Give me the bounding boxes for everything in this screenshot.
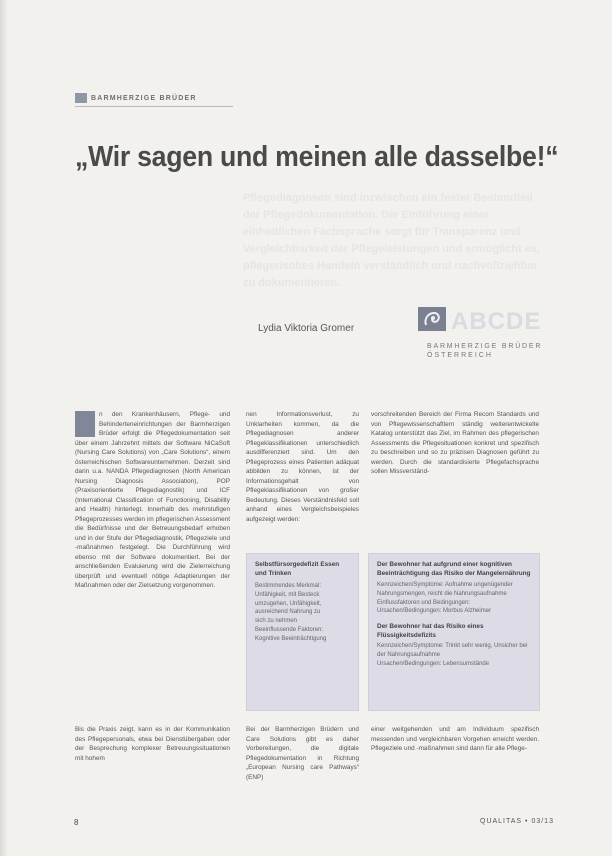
column-3: [371, 410, 539, 477]
barmherzige-brueder-logo: [418, 307, 548, 367]
page-number: 8: [74, 818, 79, 827]
column-2-text: nen Informationsverlust, zu Unklarheiten kommen, da die Pflegediagnosen anderer Pflegeklassifikationen unterschiedlich ausdifferenziert sind. Um den Pflegeprozess eines Patienten adäquat abbilden zu können, ist der Informationsgehalt von Pflegeklassifikationen von großer Bedeutung. Dieses Verständnisfeld soll anhand eines Vergleichsbeispieles aufgezeigt werden:: [246, 411, 359, 523]
box-right-title-1: Der Bewohner hat aufgrund einer kognitiven Beeinträchtigung das Risiko der Mangelernährung: [377, 561, 531, 577]
column-3-bottom-text: einer weitgehenden und am Individuum spezifisch messenden und vergleichbaren Vorgehen erreicht werden. Pflegeziele und -maßnahmen sind dann für alle Pflege-: [371, 726, 539, 752]
page-edge-shade: [0, 0, 8, 856]
nanda-diagnosis-box: [246, 553, 359, 711]
column-1: [75, 410, 230, 591]
box-left-item: umzugehen, Unfähigkeit,: [255, 600, 322, 607]
drop-cap: [75, 411, 95, 437]
column-2-bottom-text: Bei der Barmherzigen Brüdern und Care Solutions gibt es daher Vorbereitungen, die digitale Pflegedokumentation in Richtung „European Nursing care Pathways“ (ENP): [246, 726, 359, 781]
logo-name: BARMHERZIGE BRÜDER: [427, 343, 543, 350]
box-right-title-2: Der Bewohner hat das Risiko eines Flüssigkeitsdefizits: [377, 623, 484, 640]
box-left-item: Unfähigkeit, mit Besteck: [255, 591, 320, 598]
box-left-item: sich zu nehmen: [255, 618, 298, 625]
section-header: [75, 93, 197, 103]
column-1-text: n den Krankenhäusern, Pflege- und Behinderteneinrichtungen der Barmherzigen Brüder erfolgt die Pflegedokumentation seit über einem Jahrzehnt mittels der Software NiCaSoft (Nursing Care Solutions) von „Care Solutions“, einem österreichischen Softwareunternehmen. Derzeit sind darin u.a. NANDA Pflegediagnosen (North American Nursing Diagnosis Association), POP (Praxisorientierte Pflegediagnostik) und ICF (International Classification of Functioning, Disability and Health) hinterlegt. Innerhalb des mehrstufigen Pflegeprozesses werden im pflegerischen Assessment die Bedürfnisse und der Betreuungsbedarf erhoben und in der Stufe der Pflegediagnostik, Pflegeziele und -maßnahmen festgelegt. Die Durchführung wird ebenso mit der Software dokumentiert. Bei der anschließenden Evaluierung wird die Zielerreichung überprüft und eventuell nötige Adaptierungen der Maßnahmen oder der Zielsetzung vorgenommen.: [75, 411, 230, 589]
box-left-item: Kognitive Beeinträchtigung: [255, 635, 327, 642]
column-1-bottom: [75, 725, 230, 763]
column-2-bottom: [246, 725, 359, 782]
logo-watermark: ABCDE: [451, 308, 542, 335]
column-1-bottom-text: Bis die Praxis zeigt, kann es in der Kommunikation des Pflegepersonals, etwa bei Dienstübergaben oder der Besprechung komplexer Betreuungssituationen mit hohem: [75, 726, 230, 762]
logo-country: ÖSTERREICH: [427, 352, 493, 359]
box-left-item: Bestimmendes Merkmal:: [255, 583, 322, 589]
section-logo-icon: [75, 93, 87, 103]
box-right-item: Kennzeichen/Symptome: Aufnahme ungenügender Nahrungsmengen, reicht die Nahrungsaufnahme: [377, 582, 513, 597]
enp-diagnosis-box: [368, 553, 540, 711]
article-title: „Wir sagen und meinen alle dasselbe!“: [75, 141, 559, 173]
header-divider: [75, 106, 233, 107]
column-2: [246, 410, 359, 524]
box-right-item: Einflussfaktoren und Bedingungen:: [377, 599, 471, 606]
box-left-item: Beeinflussende Faktoren:: [255, 626, 324, 633]
box-left-title: Selbstfürsorgedefizit Essen und Trinken: [255, 561, 340, 577]
section-label: BARMHERZIGE BRÜDER: [91, 94, 197, 102]
article-lead: Pflegediagnosen sind inzwischen ein fester Bestandteil der Pflegedokumentation. Die Einführung einer einheitlichen Fachsprache sorgt für Transparenz und Vergleichbarkeit der Pflegeleistungen und ermöglicht es, pflegerisches Handeln verständlich und nachvollziehbar zu dokumentieren.: [243, 192, 541, 289]
box-right-item: Kennzeichen/Symptome: Trinkt sehr wenig, Unsicher bei der Nahrungsaufnahme: [377, 643, 528, 658]
issue-label: QUALITAS • 03/13: [480, 818, 554, 825]
box-right-item: Ursachen/Bedingungen: Morbus Alzheimer: [377, 608, 492, 615]
bb-emblem-icon: [418, 307, 446, 331]
column-3-text: vorschreitenden Bereich der Firma Recom Standards und von Pflegewissenschaftlern ständig weiterentwickelte Katalog unterstützt das Ziel, im Rahmen des pflegerischen Assessments die Pflegesituationen konkret und spezifisch zu beschreiben und so zu präzisen Diagnosen geführt zu werden. Durch die standardisierte Pflegefachsprache sollen Missverständ-: [371, 411, 539, 475]
author-name: Lydia Viktoria Gromer: [258, 323, 355, 334]
box-right-item: Ursachen/Bedingungen: Lebensumstände: [377, 660, 490, 667]
column-3-bottom: [371, 725, 539, 754]
box-left-item: ausreichend Nahrung zu: [255, 609, 321, 616]
